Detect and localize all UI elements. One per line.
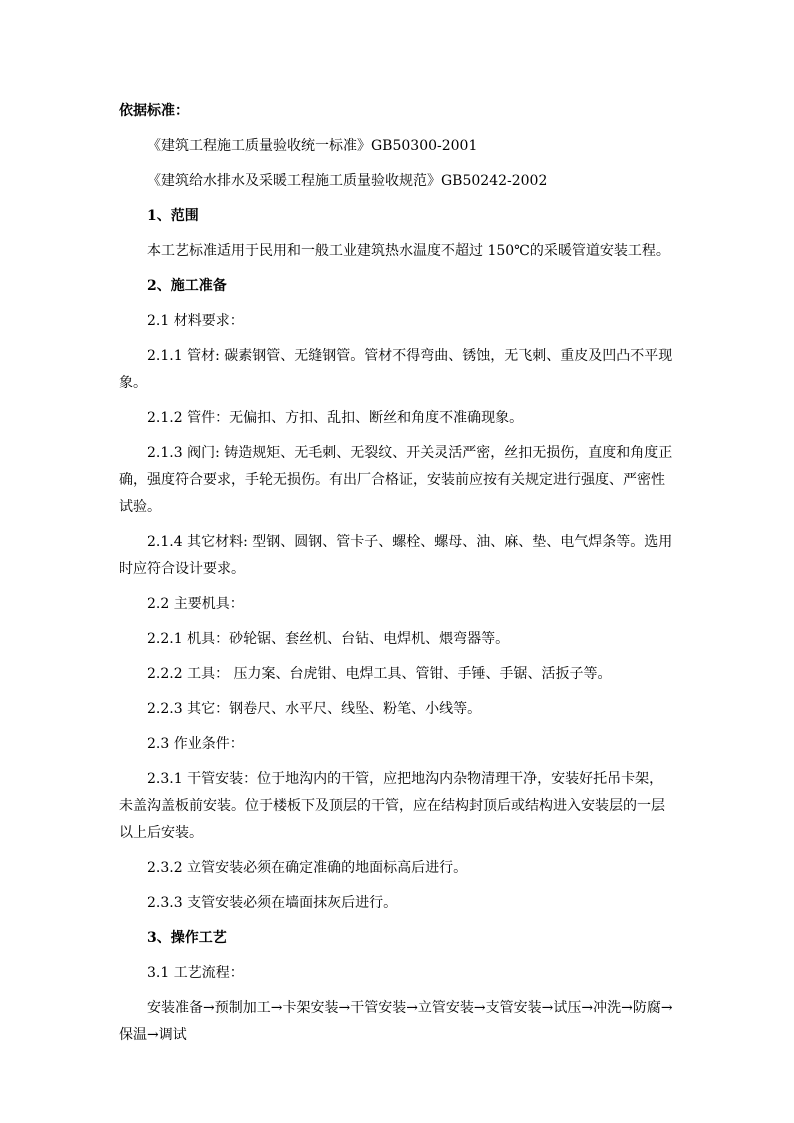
section-1-text: 本工艺标准适用于民用和一般工业建筑热水温度不超过 150℃的采暖管道安装工程。 [147,243,670,259]
standard-2: 《建筑给水排水及采暖工程施工质量验收规范》GB50242-2002 [147,173,548,189]
sub-2-3: 2.3 作业条件： [147,736,244,752]
document-content [119,98,677,1049]
item-2-2-2: 2.2.2 工具： 压力案、台虎钳、电焊工具、管钳、手锤、手锯、活扳子等。 [147,666,612,682]
section-1-title: 1、范围 [147,208,199,224]
item-2-3-1: 2.3.1 干管安装：位于地沟内的干管，应把地沟内杂物清理干净，安装好托吊卡架，未盖沟盖板前安装。位于楼板下及顶层的干管，应在结构封顶后或结构进入安装层的一层以上后安装。 [119,771,665,841]
item-2-3-3: 2.3.3 支管安装必须在墙面抹灰后进行。 [147,895,398,911]
item-2-2-3: 2.2.3 其它：钢卷尺、水平尺、线坠、粉笔、小线等。 [147,701,482,717]
item-2-1-3: 2.1.3 阀门: 铸造规矩、无毛刺、无裂纹、开关灵活严密，丝扣无损伤，直度和角度正确，强度符合要求，手轮无损伤。有出厂合格证，安装前应按有关规定进行强度、严密性试验。 [119,445,673,515]
standard-1: 《建筑工程施工质量验收统一标准》GB50300-2001 [147,138,478,154]
item-2-1-2: 2.1.2 管件：无偏扣、方扣、乱扣、断丝和角度不准确现象。 [147,410,524,426]
sub-2-1: 2.1 材料要求： [147,313,244,329]
section-2-title: 2、施工准备 [147,278,227,294]
item-2-1-1: 2.1.1 管材: 碳素钢管、无缝钢管。管材不得弯曲、锈蚀，无飞刺、重皮及凹凸不平现象。 [119,348,673,391]
sub-3-1: 3.1 工艺流程： [147,965,244,981]
sub-2-2: 2.2 主要机具： [147,596,244,612]
basis-title: 依据标准： [119,103,189,119]
flow-text: 安装准备→预制加工→卡架安装→干管安装→立管安装→支管安装→试压→冲洗→防腐→保温→调试 [119,1000,673,1043]
item-2-2-1: 2.2.1 机具：砂轮锯、套丝机、台钻、电焊机、煨弯器等。 [147,631,510,647]
section-3-title: 3、操作工艺 [147,930,227,946]
item-2-1-4: 2.1.4 其它材料: 型钢、圆钢、管卡子、螺栓、螺母、油、麻、垫、电气焊条等。选用时应符合设计要求。 [119,534,673,577]
item-2-3-2: 2.3.2 立管安装必须在确定准确的地面标高后进行。 [147,860,468,876]
